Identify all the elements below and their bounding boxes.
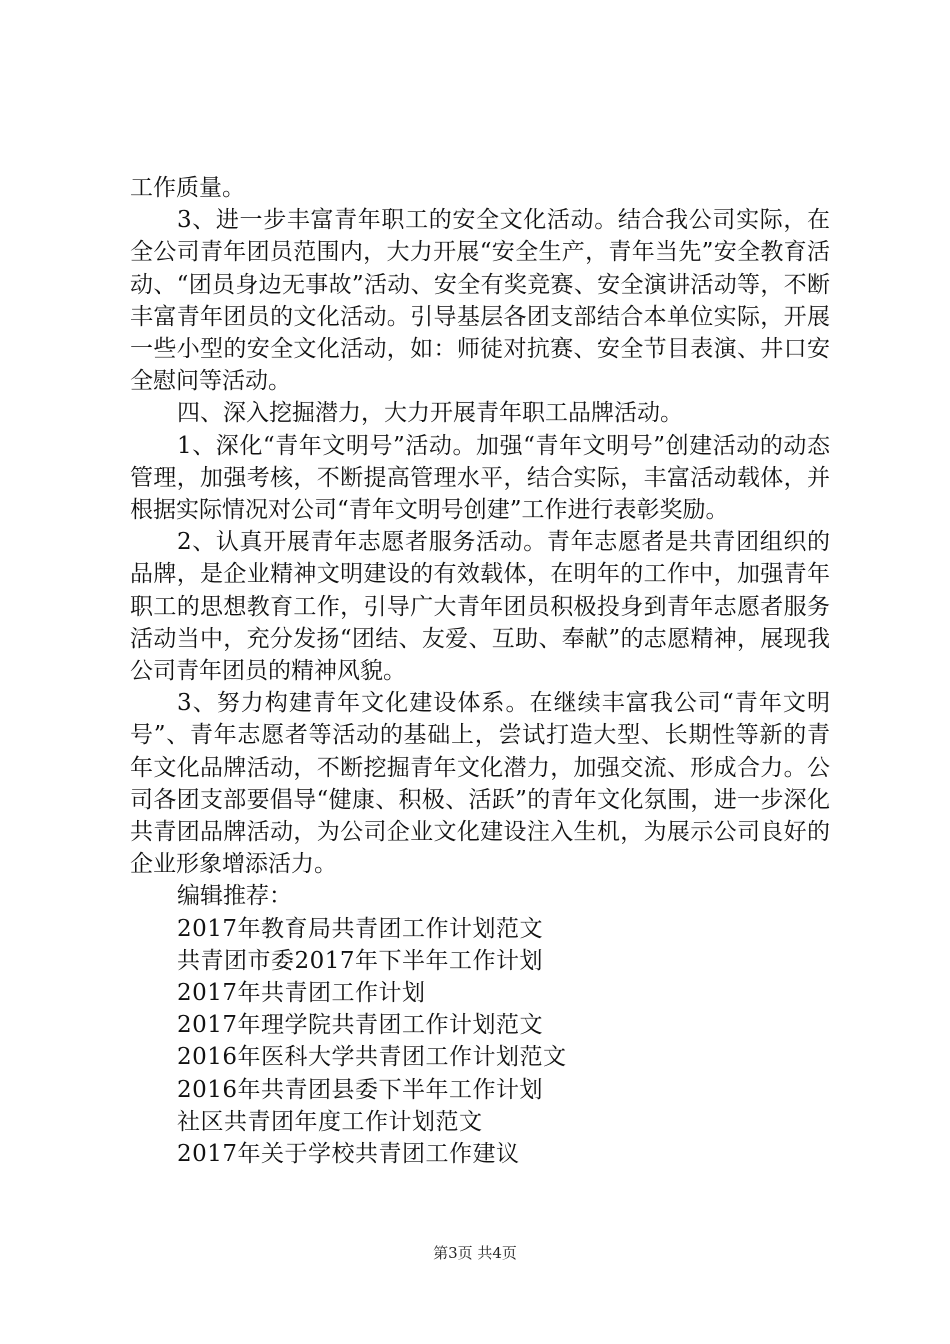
recommend-link[interactable]: 2016年共青团县委下半年工作计划 bbox=[177, 1076, 544, 1103]
recommend-link[interactable]: 社区共青团年度工作计划范文 bbox=[177, 1108, 483, 1135]
document-body bbox=[130, 172, 830, 1170]
paragraph-continuation: 工作质量。 bbox=[130, 175, 245, 201]
recommend-link[interactable]: 2017年教育局共青团工作计划范文 bbox=[177, 915, 544, 942]
paragraph-volunteer-service: 2、认真开展青年志愿者服务活动。青年志愿者是共青团组织的品牌，是企业精神文明建设的有效载体，在明年的工作中，加强青年职工的思想教育工作，引导广大青年团员积极投身到青年志愿者服务活动当中，充分发扬“团结、友爱、互助、奉献”的志愿精神，展现我公司青年团员的精神风貌。 bbox=[130, 529, 830, 685]
paragraph-culture-system: 3、努力构建青年文化建设体系。在继续丰富我公司“青年文明号”、青年志愿者等活动的基础上，尝试打造大型、长期性等新的青年文化品牌活动，不断挖掘青年文化潜力，加强交流、形成合力。公司各团支部要倡导“健康、积极、活跃”的青年文化氛围，进一步深化共青团品牌活动，为公司企业文化建设注入生机，为展示公司良好的企业形象增添活力。 bbox=[130, 690, 830, 878]
paragraph-safety-culture: 3、进一步丰富青年职工的安全文化活动。结合我公司实际，在全公司青年团员范围内，大力开展“安全生产，青年当先”安全教育活动、“团员身边无事故”活动、安全有奖竞赛、安全演讲活动等，不断丰富青年团员的文化活动。引导基层各团支部结合本单位实际，开展一些小型的安全文化活动，如：师徒对抗赛、安全节目表演、井口安全慰问等活动。 bbox=[130, 207, 830, 395]
paragraph-civilization-post: 1、深化“青年文明号”活动。加强“青年文明号”创建活动的动态管理，加强考核，不断提高管理水平，结合实际，丰富活动载体，并根据实际情况对公司“青年文明号创建”工作进行表彰奖励。 bbox=[130, 432, 830, 524]
recommend-heading: 编辑推荐： bbox=[177, 883, 292, 910]
recommend-link[interactable]: 2017年共青团工作计划 bbox=[177, 980, 426, 1007]
recommend-link[interactable]: 2016年医科大学共青团工作计划范文 bbox=[177, 1044, 567, 1071]
recommend-link[interactable]: 2017年理学院共青团工作计划范文 bbox=[177, 1012, 544, 1039]
recommend-link[interactable]: 2017年关于学校共青团工作建议 bbox=[177, 1141, 520, 1168]
recommend-link[interactable]: 共青团市委2017年下半年工作计划 bbox=[177, 947, 544, 974]
page-number-footer: 第3页 共4页 bbox=[433, 1244, 517, 1262]
section-heading-brand-activities: 四、深入挖掘潜力，大力开展青年职工品牌活动。 bbox=[177, 400, 683, 427]
recommend-list bbox=[130, 913, 830, 1171]
